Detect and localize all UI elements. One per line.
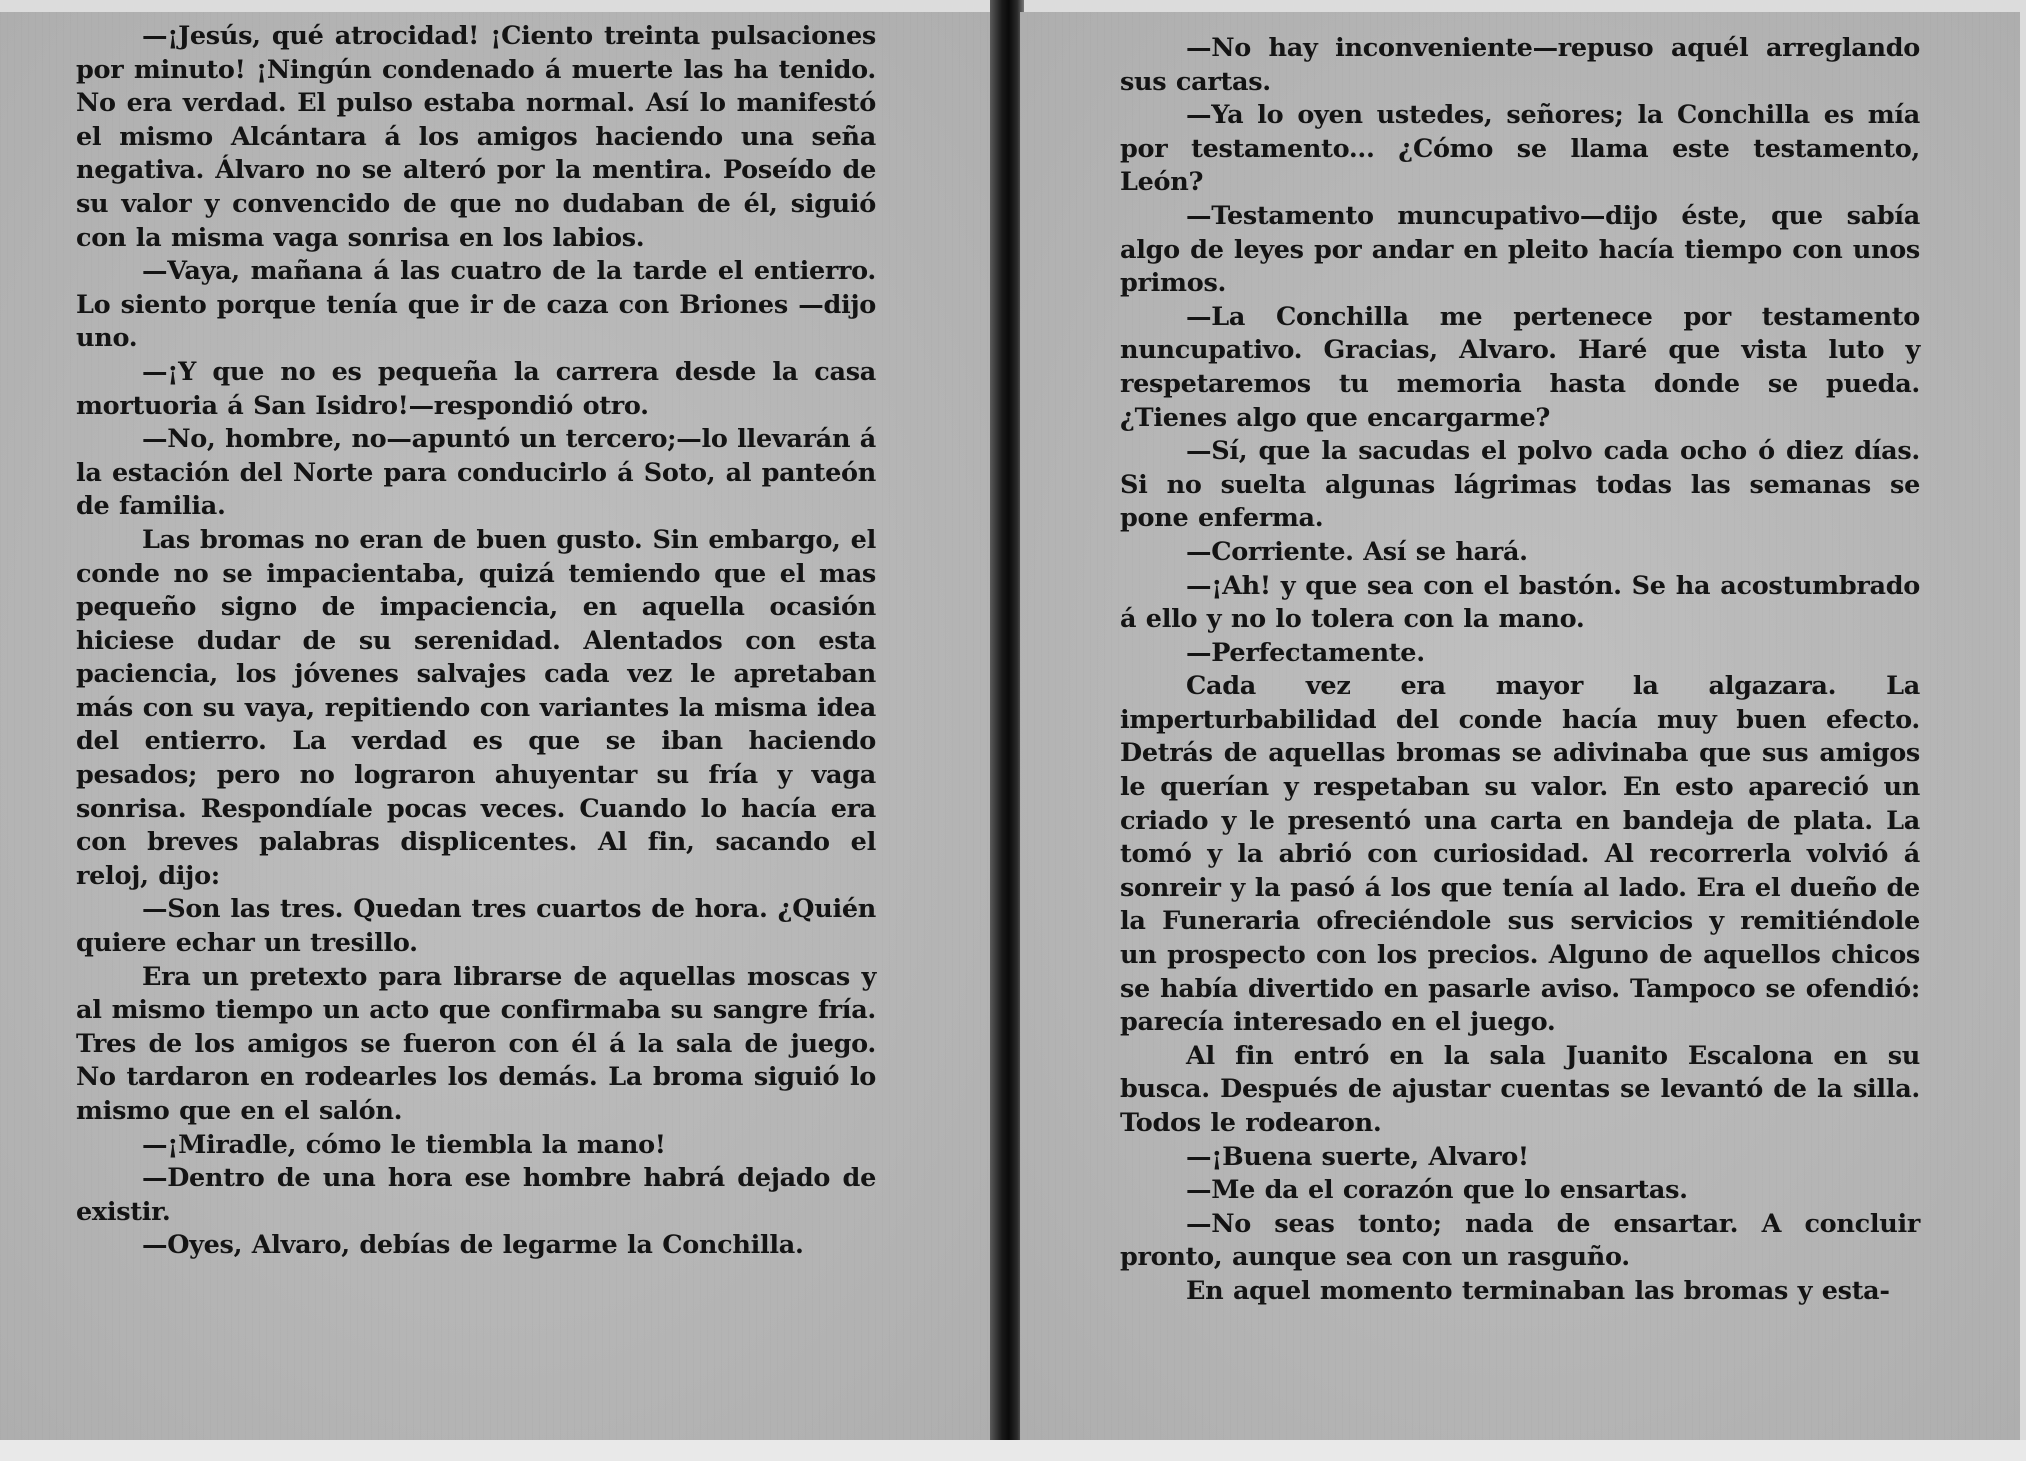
paragraph: —Corriente. Así se hará. bbox=[1186, 536, 1528, 567]
paragraph: Al fin entró en la sala Juanito Escalona en su busca. Después de ajustar cuentas se levantó de la silla. Todos le rodearon. bbox=[1120, 1040, 1920, 1138]
paragraph: En aquel momento terminaban las bromas y esta- bbox=[1186, 1275, 1890, 1306]
paragraph: —No seas tonto; nada de ensartar. A concluir pronto, aunque sea con un rasguño. bbox=[1120, 1208, 1920, 1273]
paragraph: Las bromas no eran de buen gusto. Sin embargo, el conde no se impacientaba, quizá temiendo que el mas pequeño signo de impaciencia, en aquella ocasión hiciese dudar de su serenidad. Alentados con esta paciencia, los jóvenes salvajes cada vez le apretaban más con su vaya, repitiendo con variantes la misma idea del entierro. La verdad es que se iban haciendo pesados; pero no lograron ahuyentar su fría y vaga sonrisa. Respondíale pocas veces. Cuando lo hacía era con breves palabras displicentes. Al fin, sacando el reloj, dijo: bbox=[76, 524, 876, 891]
paragraph: —Son las tres. Quedan tres cuartos de hora. ¿Quién quiere echar un tresillo. bbox=[76, 894, 876, 959]
paragraph: —¡Jesús, qué atrocidad! ¡Ciento treinta pulsaciones por minuto! ¡Ningún condenado á muerte las ha tenido. No era verdad. El pulso estaba normal. Así lo manifestó el mismo Alcántara á los amigos haciendo una seña negativa. Álvaro no se alteró por la mentira. Poseído de su valor y convencido de que no dudaban de él, siguió con la misma vaga sonrisa en los labios. bbox=[76, 21, 876, 253]
paragraph: —No, hombre, no—apuntó un tercero;—lo llevarán á la estación del Norte para conducirlo á Soto, al panteón de familia. bbox=[76, 424, 877, 522]
paragraph: —La Conchilla me pertenece por testamento nuncupativo. Gracias, Alvaro. Haré que vista luto y respetaremos tu memoria hasta donde se pueda. ¿Tienes algo que encargarme? bbox=[1120, 301, 1920, 433]
paragraph: —Sí, que la sacudas el polvo cada ocho ó diez días. Si no suelta algunas lágrimas todas las semanas se pone enferma. bbox=[1120, 436, 1920, 534]
book-gutter bbox=[990, 0, 1024, 1461]
paragraph: —Dentro de una hora ese hombre habrá dejado de existir. bbox=[76, 1163, 876, 1227]
paragraph: —¡Miradle, cómo le tiembla la mano! bbox=[142, 1129, 666, 1160]
paragraph: —Perfectamente. bbox=[1186, 637, 1425, 668]
right-page-text bbox=[1120, 32, 1920, 1309]
paragraph: —Vaya, mañana á las cuatro de la tarde el entierro. Lo siento porque tenía que ir de caza con Briones —dijo uno. bbox=[76, 256, 876, 354]
paragraph: Era un pretexto para librarse de aquellas moscas y al mismo tiempo un acto que confirmaba su sangre fría. Tres de los amigos se fueron con él á la sala de juego. No tardaron en rodearles los demás. La broma siguió lo mismo que en el salón. bbox=[76, 961, 876, 1126]
paragraph: —¡Buena suerte, Alvaro! bbox=[1186, 1141, 1529, 1172]
page-bottom-edge bbox=[0, 1440, 2026, 1461]
paragraph: —Ya lo oyen ustedes, señores; la Conchilla es mía por testamento... ¿Cómo se llama este testamento, León? bbox=[1120, 100, 1920, 198]
paragraph: —¡Ah! y que sea con el bastón. Se ha acostumbrado á ello y no lo tolera con la mano. bbox=[1120, 570, 1920, 635]
paragraph: —Oyes, Alvaro, debías de legarme la Conchilla. bbox=[142, 1230, 804, 1261]
right-page bbox=[1020, 12, 2020, 1442]
paragraph: —No hay inconveniente—repuso aquél arreglando sus cartas. bbox=[1120, 33, 1920, 97]
paragraph: —¡Y que no es pequeña la carrera desde la casa mortuoria á San Isidro!—respondió otro. bbox=[76, 356, 876, 421]
paragraph: —Me da el corazón que lo ensartas. bbox=[1186, 1175, 1688, 1206]
left-page-text bbox=[76, 20, 876, 1263]
paragraph: Cada vez era mayor la algazara. La imperturbabilidad del conde hacía muy buen efecto. Detrás de aquellas bromas se adivinaba que sus amigos le querían y respetaban su valor. En esto apareció un criado y le presentó una carta en bandeja de plata. La tomó y la abrió con curiosidad. Al recorrerla volvió á sonreir y la pasó á los que tenía al lado. Era el dueño de la Funeraria ofreciéndole sus servicios y remitiéndole un prospecto con los precios. Alguno de aquellos chicos se había divertido en pasarle aviso. Tampoco se ofendió: parecía interesado en el juego. bbox=[1120, 671, 1920, 1038]
paragraph: —Testamento muncupativo—dijo éste, que sabía algo de leyes por andar en pleito hacía tiempo con unos primos. bbox=[1120, 200, 1920, 299]
left-page bbox=[0, 12, 1000, 1442]
